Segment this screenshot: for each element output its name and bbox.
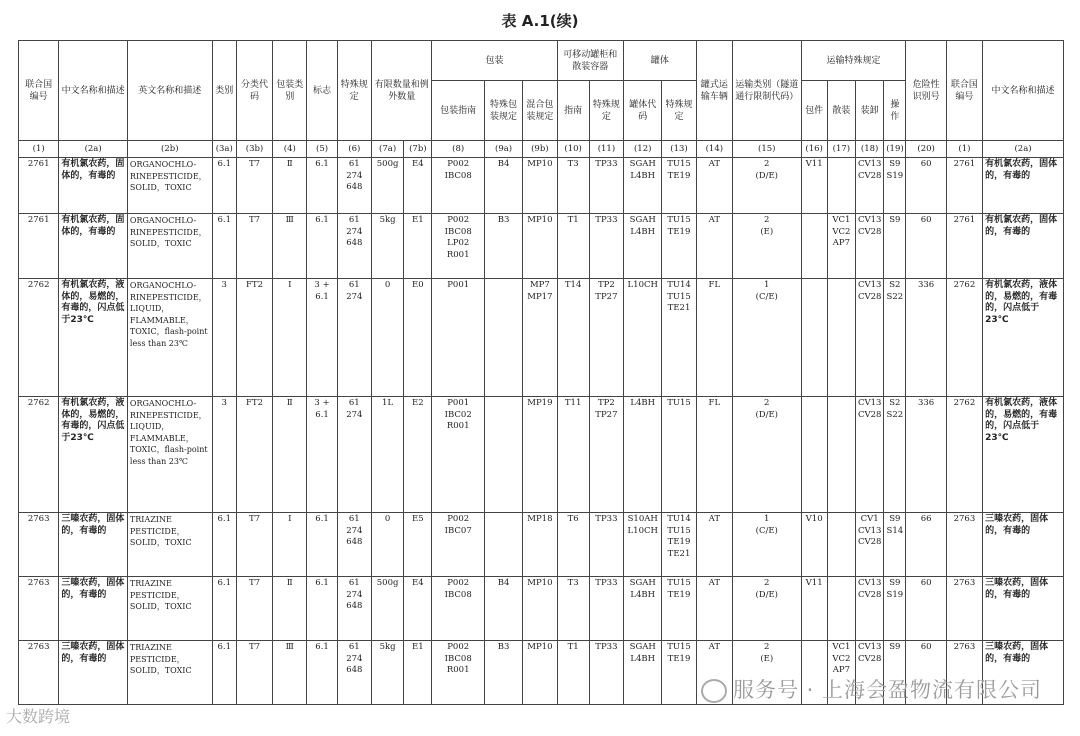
header-limited-quantity: 有限数量和例外数量 [371, 41, 432, 141]
table-cell: V11 [801, 577, 827, 641]
column-number: (8) [432, 141, 484, 158]
table-cell: AT [696, 513, 732, 577]
table-cell: P001 [432, 279, 484, 397]
column-number: (4) [273, 141, 307, 158]
table-cell: 6.1 [307, 214, 337, 279]
table-cell: MP10 [523, 577, 557, 641]
table-cell: TU14 TU15 TE19 TE21 [662, 513, 696, 577]
table-cell [827, 577, 855, 641]
table-cell: E4 [404, 577, 432, 641]
table-cell: Ⅰ [273, 513, 307, 577]
table-cell: P002 IBC08 [432, 577, 484, 641]
column-number: (9b) [523, 141, 557, 158]
table-cell: T7 [236, 513, 272, 577]
table-cell: 2 (D/E) [732, 397, 801, 513]
table-cell: 6.1 [212, 641, 236, 705]
table-cell: MP7 MP17 [523, 279, 557, 397]
table-cell: 61 274 648 [337, 577, 371, 641]
table-cell: 5kg [371, 214, 403, 279]
table-cell: S9 S14 [884, 513, 906, 577]
table-cell: 2761 [19, 158, 59, 214]
header-operation: 操作 [884, 81, 906, 141]
table-cell: 1L [371, 397, 403, 513]
header-pt-special: 特殊规定 [589, 81, 623, 141]
table-cell: MP10 [523, 214, 557, 279]
table-cell: P002 IBC08 R001 [432, 641, 484, 705]
column-number: (7a) [371, 141, 403, 158]
table-cell [801, 279, 827, 397]
table-cell: E0 [404, 279, 432, 397]
column-number: (11) [589, 141, 623, 158]
table-cell: TP33 [589, 641, 623, 705]
table-cell: CV13 CV28 [856, 577, 884, 641]
table-cell: P002 IBC08 LP02 R001 [432, 214, 484, 279]
column-number: (19) [884, 141, 906, 158]
table-cell: TP33 [589, 214, 623, 279]
table-cell: Ⅰ [273, 279, 307, 397]
wechat-icon [701, 679, 727, 703]
header-tanks: 罐体 [624, 41, 697, 81]
table-cell [827, 279, 855, 397]
column-number: (13) [662, 141, 696, 158]
table-cell: 1 (C/E) [732, 279, 801, 397]
table-cell: T1 [557, 641, 589, 705]
column-number: (9a) [484, 141, 522, 158]
table-cell: S2 S22 [884, 397, 906, 513]
table-cell: TU15 [662, 397, 696, 513]
table-cell: 三嗪农药，固体的，有毒的 [983, 513, 1064, 577]
table-cell: CV13 CV28 [856, 397, 884, 513]
table-row [19, 158, 1064, 214]
table-cell: TU15 TE19 [662, 158, 696, 214]
header-hazard-id: 危险性识别号 [906, 41, 946, 141]
table-cell: FT2 [236, 397, 272, 513]
table-title: 表 A.1(续) [501, 12, 579, 30]
table-cell: 1 (C/E) [732, 513, 801, 577]
table-cell: FL [696, 397, 732, 513]
table-cell: 有机氯农药，固体的，有毒的 [983, 158, 1064, 214]
table-cell: 6.1 [307, 158, 337, 214]
table-cell: TP33 [589, 158, 623, 214]
table-cell: TU15 TE19 [662, 577, 696, 641]
table-cell: 336 [906, 397, 946, 513]
table-cell: 61 274 648 [337, 214, 371, 279]
table-cell: 61 274 648 [337, 641, 371, 705]
table-cell: 3 + 6.1 [307, 397, 337, 513]
table-cell: T11 [557, 397, 589, 513]
column-number: (16) [801, 141, 827, 158]
table-cell: T7 [236, 214, 272, 279]
table-cell: SGAH L4BH [624, 641, 662, 705]
table-cell: 有机氯农药，液体的，易燃的，有毒的，闪点低于23℃ [983, 397, 1064, 513]
table-cell: 5kg [371, 641, 403, 705]
table-cell: 6.1 [212, 158, 236, 214]
table-cell: CV1 CV13 CV28 [856, 513, 884, 577]
table-cell: P002 IBC08 [432, 158, 484, 214]
table-cell: 2763 [19, 513, 59, 577]
table-cell: 6.1 [307, 641, 337, 705]
header-bulk: 散装 [827, 81, 855, 141]
table-cell: 60 [906, 641, 946, 705]
table-cell: 2763 [946, 513, 982, 577]
header-pt-instr: 指南 [557, 81, 589, 141]
table-cell: E4 [404, 158, 432, 214]
header-name-en: 英文名称和描述 [127, 41, 212, 141]
table-cell: 66 [906, 513, 946, 577]
header-loading: 装卸 [856, 81, 884, 141]
table-cell: 2 (D/E) [732, 158, 801, 214]
table-cell: 2762 [19, 397, 59, 513]
table-cell: SGAH L4BH [624, 158, 662, 214]
table-cell: Ⅲ [273, 214, 307, 279]
watermark [701, 674, 1042, 704]
table-cell: 有机氯农药，固体的，有毒的 [59, 214, 128, 279]
table-cell: S10AH L10CH [624, 513, 662, 577]
table-cell: 三嗪农药，固体的，有毒的 [983, 577, 1064, 641]
table-cell: L10CH [624, 279, 662, 397]
table-cell: 60 [906, 158, 946, 214]
column-number: (3a) [212, 141, 236, 158]
column-number: (7b) [404, 141, 432, 158]
table-cell: ORGANOCHLO-RINEPESTICIDE，SOLID，TOXIC [127, 158, 212, 214]
header-class: 类别 [212, 41, 236, 141]
table-cell: 6.1 [307, 513, 337, 577]
header-tank-code: 罐体代码 [624, 81, 662, 141]
column-number: (14) [696, 141, 732, 158]
table-cell: S9 [884, 214, 906, 279]
table-row [19, 513, 1064, 577]
table-cell: TP2 TP27 [589, 397, 623, 513]
table-cell: 2 (E) [732, 641, 801, 705]
table-cell: E2 [404, 397, 432, 513]
header-vehicle: 罐式运输车辆 [696, 41, 732, 141]
table-cell: TU15 TE19 [662, 641, 696, 705]
column-number: (1) [19, 141, 59, 158]
table-cell: 500g [371, 577, 403, 641]
table-cell: 61 274 648 [337, 513, 371, 577]
dangerous-goods-table [18, 40, 1064, 705]
header-pack-instr: 包装指南 [432, 81, 484, 141]
table-cell: 336 [906, 279, 946, 397]
table-cell: TU14 TU15 TE21 [662, 279, 696, 397]
table-cell: CV13 CV28 [856, 158, 884, 214]
table-cell: 2763 [19, 641, 59, 705]
table-cell: 有机氯农药，液体的，易燃的，有毒的，闪点低于23℃ [983, 279, 1064, 397]
table-cell: S9 S19 [884, 577, 906, 641]
table-cell: TRIAZINE PESTICIDE，SOLID，TOXIC [127, 641, 212, 705]
column-number: (17) [827, 141, 855, 158]
table-cell: Ⅱ [273, 577, 307, 641]
table-cell: T7 [236, 577, 272, 641]
table-cell: TP33 [589, 513, 623, 577]
table-cell: 有机氯农药，液体的，易燃的，有毒的，闪点低于23℃ [59, 279, 128, 397]
table-cell: L4BH [624, 397, 662, 513]
table-cell: 2 (D/E) [732, 577, 801, 641]
table-cell: E5 [404, 513, 432, 577]
table-cell: 0 [371, 279, 403, 397]
table-cell: MP18 [523, 513, 557, 577]
table-cell [827, 158, 855, 214]
table-cell: Ⅲ [273, 641, 307, 705]
table-cell: 三嗪农药，固体的，有毒的 [59, 641, 128, 705]
table-cell: 2762 [19, 279, 59, 397]
table-cell: P002 IBC07 [432, 513, 484, 577]
column-number: (3b) [236, 141, 272, 158]
header-labels: 标志 [307, 41, 337, 141]
table-cell: CV13 CV28 [856, 214, 884, 279]
table-cell: S9 S19 [884, 158, 906, 214]
header-tank-special: 特殊规定 [662, 81, 696, 141]
table-cell: 三嗪农药，固体的，有毒的 [59, 577, 128, 641]
column-number: (2b) [127, 141, 212, 158]
table-cell: AT [696, 214, 732, 279]
table-cell: CV13 CV28 [856, 279, 884, 397]
table-cell: VC1 VC2 AP7 [827, 214, 855, 279]
table-cell: Ⅱ [273, 158, 307, 214]
table-cell [801, 214, 827, 279]
table-cell [484, 279, 522, 397]
table-cell: 6.1 [212, 513, 236, 577]
header-mixed-pack: 混合包装规定 [523, 81, 557, 141]
table-cell: 三嗪农药，固体的，有毒的 [983, 641, 1064, 705]
column-number: (2a) [59, 141, 128, 158]
header-class-code: 分类代码 [236, 41, 272, 141]
header-un-no-2: 联合国编号 [946, 41, 982, 141]
table-cell: 2763 [19, 577, 59, 641]
table-cell: P001 IBC02 R001 [432, 397, 484, 513]
table-row [19, 279, 1064, 397]
table-cell: B3 [484, 214, 522, 279]
table-cell: 3 + 6.1 [307, 279, 337, 397]
table-cell: B4 [484, 158, 522, 214]
table-cell: 2762 [946, 279, 982, 397]
table-cell: ORGANOCHLO-RINEPESTICIDE，LIQUID，FLAMMABLE，TOXIC，flash-point less than 23℃ [127, 397, 212, 513]
table-cell: TRIAZINE PESTICIDE，SOLID，TOXIC [127, 513, 212, 577]
header-name-zh: 中文名称和描述 [59, 41, 128, 141]
table-cell: B3 [484, 641, 522, 705]
table-cell: AT [696, 158, 732, 214]
table-cell: TP33 [589, 577, 623, 641]
column-number: (20) [906, 141, 946, 158]
header-un-no: 联合国编号 [19, 41, 59, 141]
column-number: (5) [307, 141, 337, 158]
table-cell: 61 274 [337, 397, 371, 513]
table-cell: T7 [236, 158, 272, 214]
table-cell: 三嗪农药，固体的，有毒的 [59, 513, 128, 577]
table-cell [484, 397, 522, 513]
table-cell [827, 513, 855, 577]
table-cell: ORGANOCHLO-RINEPESTICIDE，LIQUID，FLAMMABLE，TOXIC，flash-point less than 23℃ [127, 279, 212, 397]
watermark-secondary: 大数跨境 [6, 707, 71, 726]
table-cell: V11 [801, 158, 827, 214]
table-cell: 2 (E) [732, 214, 801, 279]
table-cell: AT [696, 641, 732, 705]
table-cell: T14 [557, 279, 589, 397]
table-cell: 有机氯农药，固体的，有毒的 [983, 214, 1064, 279]
header-transport-category: 运输类别（隧道通行限制代码） [732, 41, 801, 141]
table-cell: 6.1 [212, 577, 236, 641]
table-cell: 2761 [946, 158, 982, 214]
table-cell: T3 [557, 158, 589, 214]
table-cell: ORGANOCHLO-RINEPESTICIDE，SOLID，TOXIC [127, 214, 212, 279]
table-cell: E1 [404, 214, 432, 279]
table-cell: T6 [557, 513, 589, 577]
table-row [19, 397, 1064, 513]
table-cell: FT2 [236, 279, 272, 397]
column-number: (1) [946, 141, 982, 158]
table-cell: 2761 [19, 214, 59, 279]
table-cell: MP10 [523, 158, 557, 214]
table-row [19, 214, 1064, 279]
table-cell: SGAH L4BH [624, 577, 662, 641]
header-special-pack: 特殊包装规定 [484, 81, 522, 141]
column-number: (12) [624, 141, 662, 158]
header-special-provisions: 特殊规定 [337, 41, 371, 141]
header-portable-tanks: 可移动罐柜和散装容器 [557, 41, 624, 81]
table-cell: V10 [801, 513, 827, 577]
table-cell: 2761 [946, 214, 982, 279]
table-cell: T3 [557, 577, 589, 641]
table-cell: TU15 TE19 [662, 214, 696, 279]
table-cell [827, 397, 855, 513]
header-pack-group: 包装类别 [273, 41, 307, 141]
column-number: (18) [856, 141, 884, 158]
table-cell: 500g [371, 158, 403, 214]
table-cell: T1 [557, 214, 589, 279]
column-number: (2a) [983, 141, 1064, 158]
table-cell: MP10 [523, 641, 557, 705]
table-cell: 61 274 648 [337, 158, 371, 214]
table-cell [801, 397, 827, 513]
table-cell: S2 S22 [884, 279, 906, 397]
column-number: (10) [557, 141, 589, 158]
table-cell: 60 [906, 214, 946, 279]
table-cell: 6.1 [307, 577, 337, 641]
table-cell: TP2 TP27 [589, 279, 623, 397]
header-special-transport: 运输特殊规定 [801, 41, 906, 81]
header-packaging: 包装 [432, 41, 557, 81]
table-cell: VC1 VC2 AP7 [827, 641, 855, 705]
table-cell: 2763 [946, 577, 982, 641]
table-cell: 有机氯农药，固体的，有毒的 [59, 158, 128, 214]
table-row [19, 577, 1064, 641]
table-cell: E1 [404, 641, 432, 705]
watermark-text: 服务号 · 上海会盈物流有限公司 [732, 678, 1042, 702]
header-name-zh-2: 中文名称和描述 [983, 41, 1064, 141]
table-cell: MP19 [523, 397, 557, 513]
table-cell: T7 [236, 641, 272, 705]
table-cell: CV13 CV28 [856, 641, 884, 705]
header-packages: 包件 [801, 81, 827, 141]
table-cell: 3 [212, 397, 236, 513]
table-cell: 2763 [946, 641, 982, 705]
table-cell [484, 513, 522, 577]
column-number: (15) [732, 141, 801, 158]
table-cell: Ⅱ [273, 397, 307, 513]
table-cell: 有机氯农药，液体的，易燃的，有毒的，闪点低于23℃ [59, 397, 128, 513]
table-cell: AT [696, 577, 732, 641]
column-number: (6) [337, 141, 371, 158]
table-cell: TRIAZINE PESTICIDE，SOLID，TOXIC [127, 577, 212, 641]
table-cell: S9 [884, 641, 906, 705]
table-cell: B4 [484, 577, 522, 641]
table-cell: 3 [212, 279, 236, 397]
table-cell: 2762 [946, 397, 982, 513]
table-cell: 0 [371, 513, 403, 577]
table-cell: FL [696, 279, 732, 397]
table-cell: 61 274 [337, 279, 371, 397]
table-cell: 60 [906, 577, 946, 641]
table-cell: SGAH L4BH [624, 214, 662, 279]
table-cell: 6.1 [212, 214, 236, 279]
